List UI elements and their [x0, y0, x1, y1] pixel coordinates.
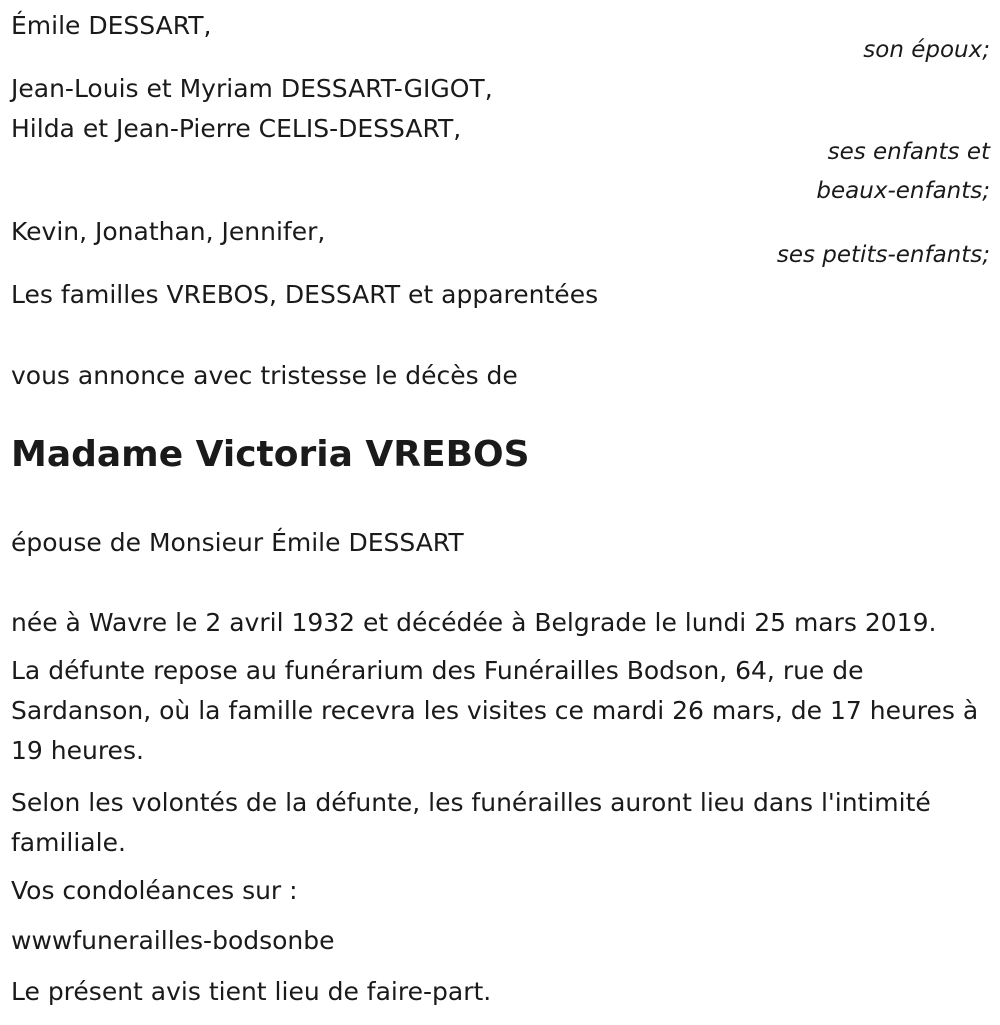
grandchildren-names: Kevin, Jonathan, Jennifer,	[11, 217, 326, 246]
families-line: Les familles VREBOS, DESSART et apparentées	[11, 280, 599, 309]
birth-death-line: née à Wavre le 2 avril 1932 et décédée à Belgrade le lundi 25 mars 2019.	[11, 608, 937, 637]
grandchildren-role: ses petits-enfants;	[776, 242, 990, 268]
spouse-role: son époux;	[863, 37, 990, 63]
closing-line: Le présent avis tient lieu de faire-part.	[11, 977, 492, 1006]
child-couple-2: Hilda et Jean-Pierre CELIS-DESSART,	[11, 114, 462, 143]
deceased-name: Madame Victoria VREBOS	[11, 434, 530, 475]
website-link[interactable]: wwwfunerailles-bodsonbe	[11, 926, 335, 955]
children-role-line-1: ses enfants et	[827, 139, 990, 165]
children-role-line-2: beaux-enfants;	[816, 178, 990, 204]
condolences-label: Vos condoléances sur :	[11, 876, 298, 905]
announcement-line: vous annonce avec tristesse le décès de	[11, 361, 518, 390]
wishes-paragraph: Selon les volontés de la défunte, les funérailles auront lieu dans l'intimité familiale.	[11, 788, 931, 857]
child-couple-1: Jean-Louis et Myriam DESSART-GIGOT,	[11, 74, 493, 103]
spouse-name: Émile DESSART,	[11, 11, 212, 40]
spouse-of-line: épouse de Monsieur Émile DESSART	[11, 528, 464, 557]
repose-paragraph: La défunte repose au funérarium des Funérailles Bodson, 64, rue de Sardanson, où la famille recevra les visites ce mardi 26 mars, de 17 heures à 19 heures.	[11, 656, 979, 765]
